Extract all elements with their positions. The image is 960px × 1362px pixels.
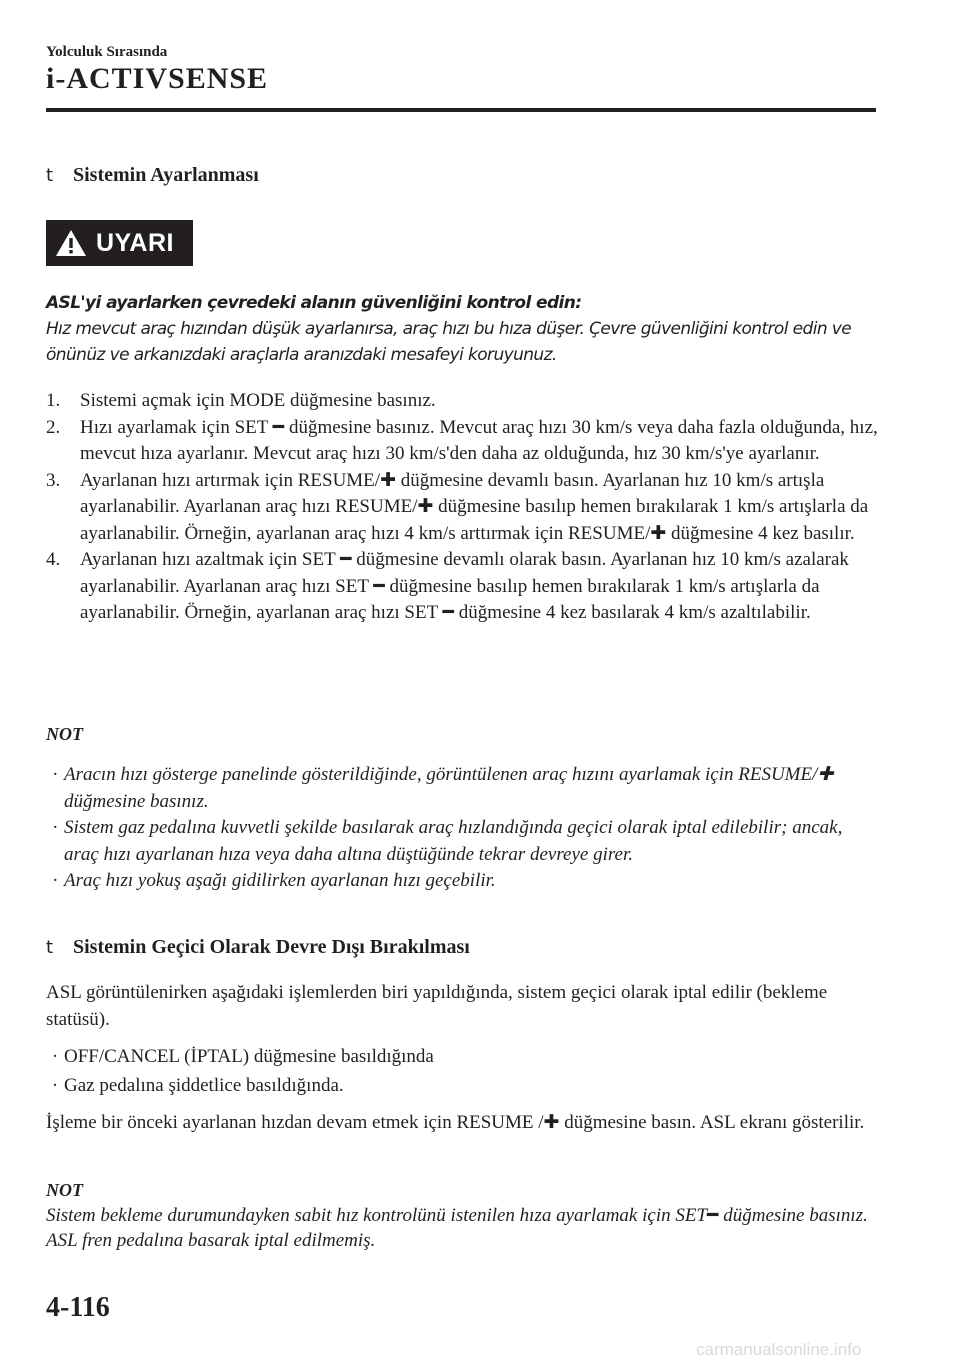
note-item <box>46 762 876 815</box>
note-text: Araç hızı yokuş aşağı gidilirken ayarlanan hızı geçebilir. <box>64 870 496 891</box>
step-item <box>46 547 882 627</box>
watermark: carmanualsonline.info <box>696 1340 862 1359</box>
note-text: Sistem gaz pedalına kuvvetli şekilde basılarak araç hızlandığında geçici olarak iptal edilebilir; ancak, araç hızı ayarlanan hıza veya daha altına düştüğünde tekrar devreye girer. <box>64 817 843 865</box>
resume-paragraph: İşleme bir önceki ayarlanan hızdan devam etmek için RESUME /✚ düğmesine basın. ASL ekranı gösterilir. <box>46 1112 865 1133</box>
note-item <box>46 868 876 895</box>
page-title: i-ACTIVSENSE <box>46 62 269 95</box>
bullet-icon: · <box>52 870 58 891</box>
step-number: 3. <box>46 469 61 491</box>
step-number: 1. <box>46 390 61 411</box>
step-text: Hızı ayarlamak için SET ━ düğmesine basınız. Mevcut araç hızı 30 km/s veya daha fazla olduğunda, hız, mevcut hıza ayarlanır. Mevcut araç hızı 30 km/s'den daha az olduğunda, hız 30 km/s'ye ayarlanır. <box>80 416 878 464</box>
warning-body: Hız mevcut araç hızından düşük ayarlanırsa, araç hızı bu hıza düşer. Çevre güvenliğini kontrol edin ve önünüz ve arkanızdaki araçlarla aranızdaki mesafeyi koruyunuz. <box>46 319 852 365</box>
bullet-icon: · <box>51 1075 59 1096</box>
note-heading: NOT <box>46 1180 83 1200</box>
warning-label: UYARI <box>96 228 174 257</box>
section-marker-icon: t <box>46 937 54 958</box>
note-block-2 <box>46 1178 876 1253</box>
step-list <box>46 388 882 627</box>
note-list <box>46 762 876 895</box>
warning-heading: ASL'yi ayarlarken çevredeki alanın güvenliğini kontrol edin: <box>46 293 582 313</box>
list-item-text: OFF/CANCEL (İPTAL) düğmesine basıldığında <box>64 1046 434 1067</box>
section-heading-temporary-disable <box>46 936 470 959</box>
note-text: Sistem bekleme durumundayken sabit hız kontrolünü istenilen hıza ayarlamak için SET━ düğmesine basınız. <box>46 1205 868 1226</box>
bullet-icon: · <box>52 817 58 838</box>
step-number: 4. <box>46 549 61 570</box>
step-item <box>46 388 882 415</box>
step-number: 2. <box>46 416 61 438</box>
bullet-icon: · <box>51 1046 59 1067</box>
note-text: Aracın hızı gösterge panelinde gösterildiğinde, görüntülenen araç hızını ayarlamak için RESUME/✚ düğmesine basınız. <box>64 764 834 812</box>
condition-list <box>46 1042 876 1100</box>
step-text: Sistemi açmak için MODE düğmesine basınız. <box>80 390 436 411</box>
step-item <box>46 415 882 468</box>
step-item <box>46 468 882 548</box>
list-item <box>46 1071 876 1100</box>
warning-badge <box>46 220 193 266</box>
section-heading-settings <box>46 164 259 187</box>
list-item-text: Gaz pedalına şiddetlice basıldığında. <box>64 1075 344 1096</box>
section-title: Sistemin Ayarlanması <box>73 164 259 186</box>
step-text: Ayarlanan hızı azaltmak için SET ━ düğmesine devamlı olarak basın. Ayarlanan hız 10 km/s azalarak ayarlanabilir. Ayarlanan araç hızı SET ━ düğmesine basılıp hemen bırakılarak 1 km/s artışlarla da ayarlanabilir. Örneğin, ayarlanan araç hızı SET ━ düğmesine 4 kez basılarak 4 km/s azaltılabilir. <box>80 549 849 623</box>
note-item <box>46 815 876 868</box>
list-item <box>46 1042 876 1071</box>
section-title: Sistemin Geçici Olarak Devre Dışı Bırakılması <box>73 936 470 958</box>
step-text: Ayarlanan hızı artırmak için RESUME/✚ düğmesine devamlı basın. Ayarlanan hız 10 km/s artışla ayarlanabilir. Ayarlanan araç hızı RESUME/✚ düğmesine basılıp hemen bırakılarak 1 km/s artışlarla da ayarlanabilir. Örneğin, ayarlanan araç hızı 4 km/s arttırmak için RESUME/✚ düğmesine 4 kez basılır. <box>80 469 869 544</box>
chapter-label: Yolculuk Sırasında <box>46 44 168 60</box>
title-divider <box>46 108 876 112</box>
intro-paragraph: ASL görüntülenirken aşağıdaki işlemlerden biri yapıldığında, sistem geçici olarak iptal edilir (bekleme statüsü). <box>46 982 828 1030</box>
warning-text <box>46 290 886 368</box>
section-marker-icon: t <box>46 165 54 186</box>
page-number: 4-116 <box>46 1292 110 1323</box>
bullet-icon: · <box>52 764 58 785</box>
note-heading: NOT <box>46 724 83 744</box>
note-text: ASL fren pedalına basarak iptal edilmemiş. <box>46 1230 376 1251</box>
warning-triangle-icon <box>54 228 88 258</box>
